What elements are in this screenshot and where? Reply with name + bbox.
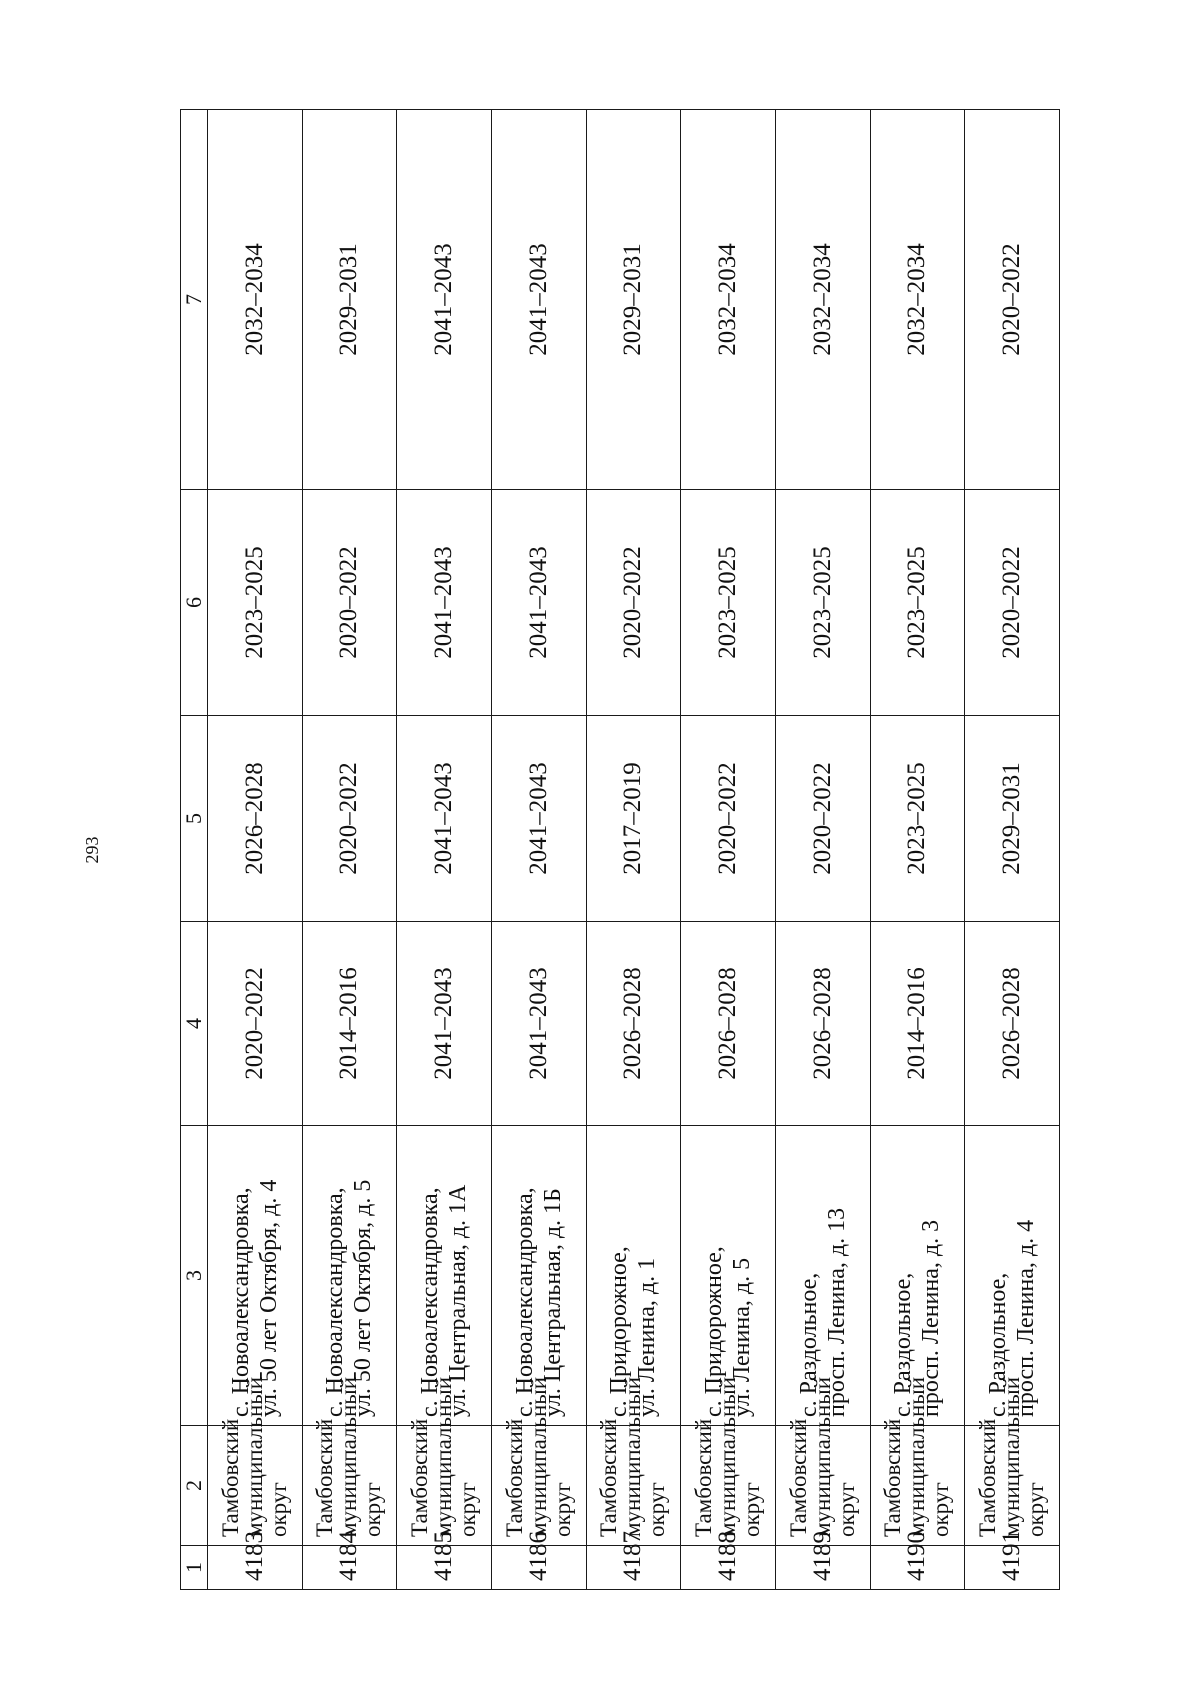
cell-text: округ bbox=[360, 1482, 386, 1537]
row-number-cell bbox=[491, 1531, 586, 1590]
cell-text: Тамбовский bbox=[880, 1418, 906, 1537]
cell-text: ул. Ленина, д. 1 bbox=[634, 1257, 661, 1417]
cell-text: 4190 bbox=[903, 1531, 931, 1581]
cell-text: муниципальный bbox=[904, 1376, 930, 1537]
cell-text: Тамбовский bbox=[501, 1418, 527, 1537]
row-number-cell bbox=[397, 1531, 492, 1590]
cell-text: Тамбовский bbox=[691, 1418, 717, 1537]
period-cell-5 bbox=[870, 716, 965, 922]
cell-text: просп. Ленина, д. 3 bbox=[918, 1219, 945, 1417]
period-cell-7 bbox=[397, 110, 492, 490]
cell-text: муниципальный bbox=[715, 1376, 741, 1537]
period-cell-4 bbox=[586, 922, 681, 1126]
cell-text: 2026–2028 bbox=[808, 967, 836, 1080]
cell-text: округ bbox=[833, 1482, 859, 1537]
cell-text: округ bbox=[265, 1482, 291, 1537]
period-cell-4 bbox=[681, 922, 776, 1126]
period-cell-7 bbox=[208, 110, 303, 490]
cell-text: муниципальный bbox=[241, 1376, 267, 1537]
cell-text: округ bbox=[928, 1482, 954, 1537]
cell-text: 2020–2022 bbox=[714, 762, 742, 875]
period-cell-4 bbox=[870, 922, 965, 1126]
address-cell bbox=[586, 1126, 681, 1426]
address-cell bbox=[208, 1126, 303, 1426]
table-row bbox=[397, 110, 492, 1590]
cell-text: 2032–2034 bbox=[903, 243, 931, 356]
period-cell-5 bbox=[681, 716, 776, 922]
period-cell-6 bbox=[775, 490, 870, 716]
register-table bbox=[180, 109, 1060, 1590]
okrug-cell bbox=[681, 1376, 776, 1546]
cell-text: муниципальный bbox=[431, 1376, 457, 1537]
cell-text: с. Раздольное, bbox=[795, 1272, 822, 1417]
cell-text: 2041–2043 bbox=[430, 762, 458, 875]
header-cell: 2 bbox=[181, 1426, 208, 1546]
cell-text: 2026–2028 bbox=[619, 967, 647, 1080]
cell-text: муниципальный bbox=[336, 1376, 362, 1537]
cell-text: с. Придорожное, bbox=[701, 1246, 728, 1417]
header-cell: 6 bbox=[181, 490, 208, 716]
cell-text: 4183 bbox=[240, 1531, 268, 1581]
cell-text: 2020–2022 bbox=[240, 967, 268, 1080]
cell-text: 2014–2016 bbox=[903, 967, 931, 1080]
cell-text: с. Раздольное, bbox=[985, 1272, 1012, 1417]
cell-text: с. Новоалександровка, bbox=[417, 1187, 444, 1417]
table-row bbox=[775, 110, 870, 1590]
table-row bbox=[681, 110, 776, 1590]
period-cell-7 bbox=[965, 110, 1060, 490]
table-row bbox=[491, 110, 586, 1590]
okrug-cell bbox=[302, 1376, 397, 1546]
period-cell-4 bbox=[491, 922, 586, 1126]
cell-text: 4189 bbox=[808, 1531, 836, 1581]
period-cell-6 bbox=[965, 490, 1060, 716]
cell-text: с. Раздольное, bbox=[890, 1272, 917, 1417]
cell-text: ул. 50 лет Октября, д. 5 bbox=[350, 1179, 377, 1417]
cell-text: 4191 bbox=[998, 1531, 1026, 1581]
cell-text: 2020–2022 bbox=[808, 762, 836, 875]
cell-text: 2026–2028 bbox=[998, 967, 1026, 1080]
period-cell-7 bbox=[586, 110, 681, 490]
period-cell-7 bbox=[491, 110, 586, 490]
okrug-cell bbox=[965, 1376, 1060, 1546]
cell-text: муниципальный bbox=[620, 1376, 646, 1537]
header-cell: 7 bbox=[181, 110, 208, 490]
address-cell bbox=[302, 1126, 397, 1426]
period-cell-7 bbox=[302, 110, 397, 490]
period-cell-5 bbox=[208, 716, 303, 922]
cell-text: ул. Ленина, д. 5 bbox=[729, 1257, 756, 1417]
cell-text: муниципальный bbox=[999, 1376, 1025, 1537]
table-row bbox=[586, 110, 681, 1590]
period-cell-7 bbox=[870, 110, 965, 490]
okrug-cell bbox=[775, 1376, 870, 1546]
period-cell-5 bbox=[397, 716, 492, 922]
cell-text: 2020–2022 bbox=[619, 546, 647, 659]
cell-text: 2017–2019 bbox=[619, 762, 647, 875]
period-cell-4 bbox=[775, 922, 870, 1126]
cell-text: Тамбовский bbox=[785, 1418, 811, 1537]
period-cell-6 bbox=[681, 490, 776, 716]
address-cell bbox=[491, 1126, 586, 1426]
period-cell-4 bbox=[965, 922, 1060, 1126]
cell-text: просп. Ленина, д. 13 bbox=[823, 1207, 850, 1417]
okrug-cell bbox=[870, 1376, 965, 1546]
cell-text: 2032–2034 bbox=[714, 243, 742, 356]
okrug-cell bbox=[491, 1376, 586, 1546]
cell-text: 2023–2025 bbox=[240, 546, 268, 659]
cell-text: 2023–2025 bbox=[808, 546, 836, 659]
cell-text: просп. Ленина, д. 4 bbox=[1013, 1219, 1040, 1417]
cell-text: округ bbox=[455, 1482, 481, 1537]
cell-text: 2041–2043 bbox=[430, 243, 458, 356]
row-number-cell bbox=[870, 1531, 965, 1590]
cell-text: 2029–2031 bbox=[998, 762, 1026, 875]
okrug-cell bbox=[397, 1376, 492, 1546]
cell-text: 2023–2025 bbox=[903, 546, 931, 659]
cell-text: 2023–2025 bbox=[714, 546, 742, 659]
cell-text: с. Новоалександровка, bbox=[322, 1187, 349, 1417]
cell-text: 2032–2034 bbox=[808, 243, 836, 356]
cell-text: 2041–2043 bbox=[524, 546, 552, 659]
cell-text: 4186 bbox=[524, 1531, 552, 1581]
cell-text: округ bbox=[1023, 1482, 1049, 1537]
header-cell: 4 bbox=[181, 922, 208, 1126]
cell-text: 2041–2043 bbox=[524, 243, 552, 356]
period-cell-5 bbox=[586, 716, 681, 922]
cell-text: Тамбовский bbox=[975, 1418, 1001, 1537]
address-cell bbox=[775, 1126, 870, 1426]
row-number-cell bbox=[586, 1531, 681, 1590]
cell-text: с. Новоалександровка, bbox=[227, 1187, 254, 1417]
cell-text: 2023–2025 bbox=[903, 762, 931, 875]
cell-text: 4185 bbox=[430, 1531, 458, 1581]
cell-text: 2041–2043 bbox=[524, 967, 552, 1080]
cell-text: 2029–2031 bbox=[619, 243, 647, 356]
cell-text: округ bbox=[644, 1482, 670, 1537]
document-sheet bbox=[180, 110, 1060, 1590]
address-cell bbox=[681, 1126, 776, 1426]
cell-text: муниципальный bbox=[809, 1376, 835, 1537]
period-cell-6 bbox=[870, 490, 965, 716]
cell-text: 2020–2022 bbox=[335, 762, 363, 875]
period-cell-6 bbox=[302, 490, 397, 716]
header-row bbox=[181, 110, 208, 1590]
okrug-cell bbox=[208, 1376, 303, 1546]
cell-text: Тамбовский bbox=[407, 1418, 433, 1537]
page-number: 293 bbox=[82, 836, 102, 864]
cell-text: округ bbox=[549, 1482, 575, 1537]
row-number-cell bbox=[302, 1531, 397, 1590]
cell-text: 4187 bbox=[619, 1531, 647, 1581]
row-number-cell bbox=[775, 1531, 870, 1590]
cell-text: Тамбовский bbox=[596, 1418, 622, 1537]
table-row bbox=[965, 110, 1060, 1590]
period-cell-6 bbox=[491, 490, 586, 716]
cell-text: 2041–2043 bbox=[430, 967, 458, 1080]
cell-text: 2014–2016 bbox=[335, 967, 363, 1080]
okrug-cell bbox=[586, 1376, 681, 1546]
header-cell: 3 bbox=[181, 1126, 208, 1426]
cell-text: 2029–2031 bbox=[335, 243, 363, 356]
period-cell-6 bbox=[208, 490, 303, 716]
cell-text: 2020–2022 bbox=[998, 546, 1026, 659]
table-row bbox=[302, 110, 397, 1590]
header-cell: 5 bbox=[181, 716, 208, 922]
cell-text: с. Придорожное, bbox=[606, 1246, 633, 1417]
cell-text: 2020–2022 bbox=[998, 243, 1026, 356]
cell-text: Тамбовский bbox=[312, 1418, 338, 1537]
cell-text: муниципальный bbox=[525, 1376, 551, 1537]
period-cell-4 bbox=[302, 922, 397, 1126]
period-cell-6 bbox=[397, 490, 492, 716]
cell-text: 2041–2043 bbox=[430, 546, 458, 659]
period-cell-6 bbox=[586, 490, 681, 716]
period-cell-5 bbox=[965, 716, 1060, 922]
cell-text: 2026–2028 bbox=[714, 967, 742, 1080]
table-row bbox=[208, 110, 303, 1590]
cell-text: Тамбовский bbox=[217, 1418, 243, 1537]
period-cell-5 bbox=[491, 716, 586, 922]
row-number-cell bbox=[208, 1531, 303, 1590]
period-cell-5 bbox=[775, 716, 870, 922]
period-cell-7 bbox=[681, 110, 776, 490]
cell-text: с. Новоалександровка, bbox=[511, 1187, 538, 1417]
address-cell bbox=[870, 1126, 965, 1426]
cell-text: ул. 50 лет Октября, д. 4 bbox=[255, 1179, 282, 1417]
cell-text: 2026–2028 bbox=[240, 762, 268, 875]
header-cell: 1 bbox=[181, 1546, 208, 1590]
cell-text: ул. Центральная, д. 1А bbox=[445, 1184, 472, 1417]
row-number-cell bbox=[681, 1531, 776, 1590]
period-cell-4 bbox=[208, 922, 303, 1126]
address-cell bbox=[397, 1126, 492, 1426]
cell-text: 4184 bbox=[335, 1531, 363, 1581]
cell-text: округ bbox=[739, 1482, 765, 1537]
cell-text: 4188 bbox=[714, 1531, 742, 1581]
cell-text: 2032–2034 bbox=[240, 243, 268, 356]
period-cell-4 bbox=[397, 922, 492, 1126]
cell-text: 2020–2022 bbox=[335, 546, 363, 659]
cell-text: ул. Центральная, д. 1Б bbox=[539, 1188, 566, 1417]
address-cell bbox=[965, 1126, 1060, 1426]
cell-text: 2041–2043 bbox=[524, 762, 552, 875]
period-cell-7 bbox=[775, 110, 870, 490]
period-cell-5 bbox=[302, 716, 397, 922]
row-number-cell bbox=[965, 1531, 1060, 1590]
table-row bbox=[870, 110, 965, 1590]
